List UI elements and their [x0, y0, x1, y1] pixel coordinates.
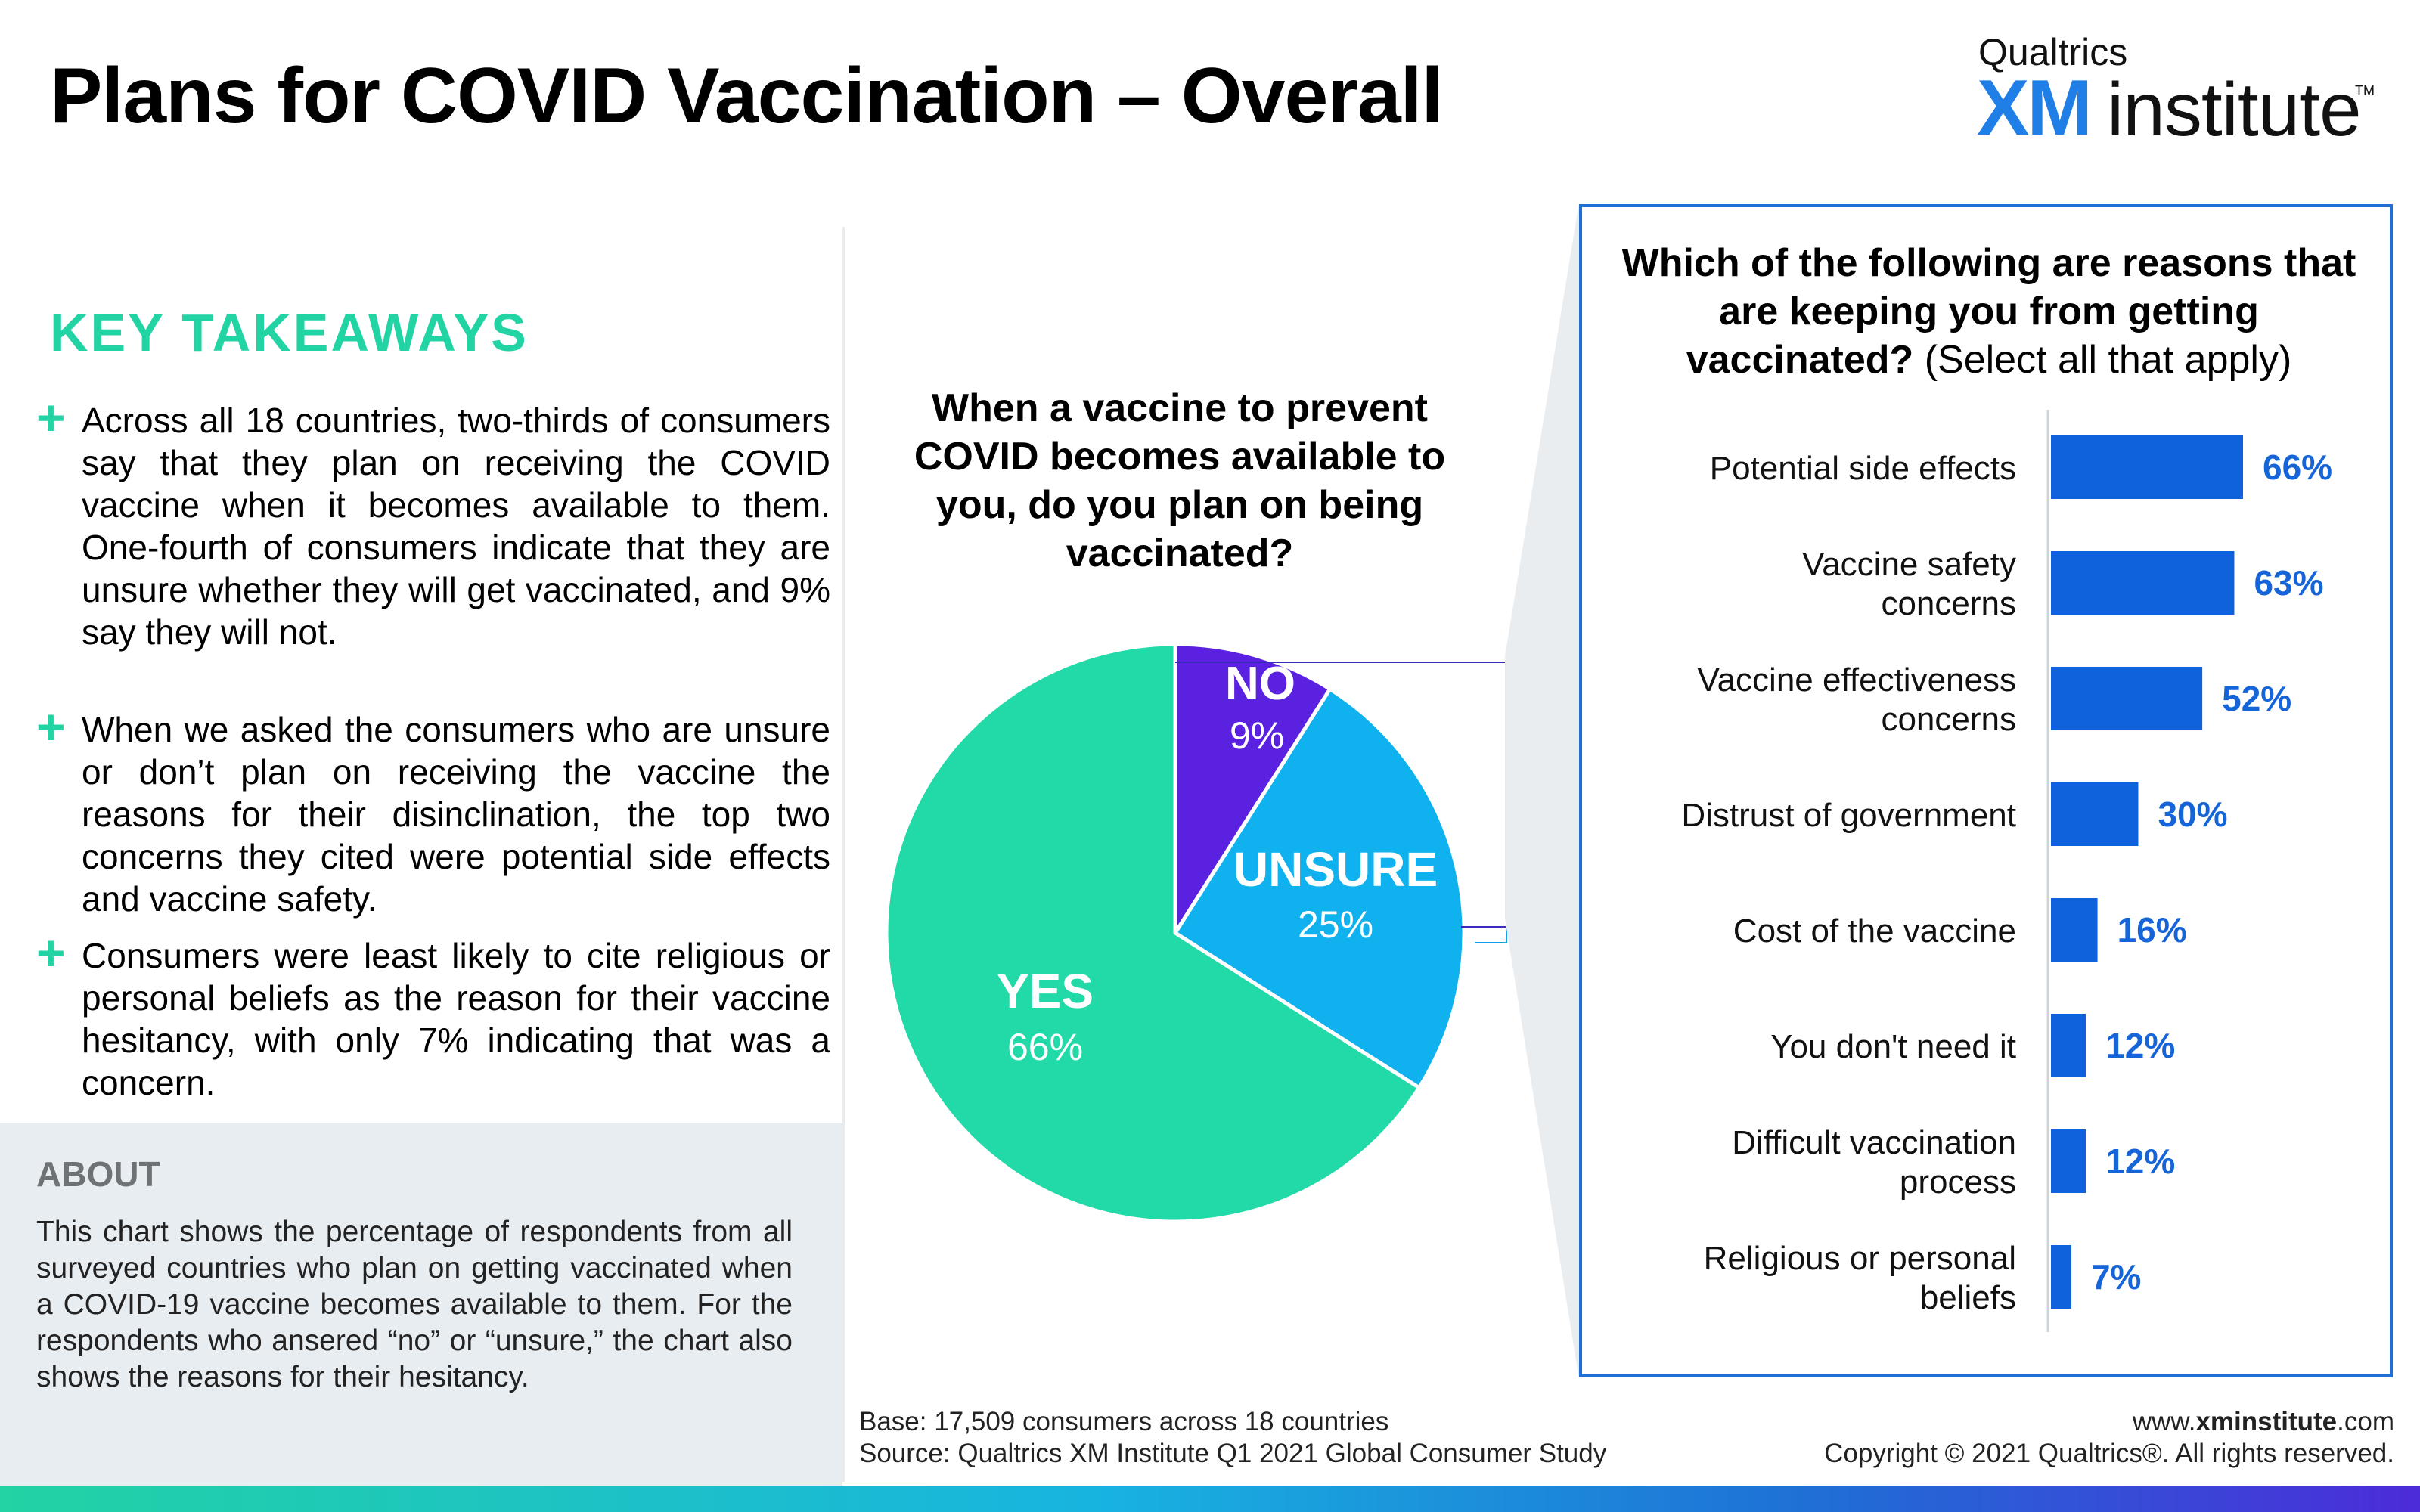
unsure-bracket-line [1475, 765, 1506, 943]
takeaway-text: When we asked the consumers who are unsure or don’t plan on receiving the vaccine the reasons for their disinclination, the top two concerns they cited were potential side effects and vaccine safety. [82, 710, 830, 919]
bar-question-note: (Select all that apply) [1913, 338, 2292, 382]
bar-4 [2051, 898, 2098, 962]
pie-value-yes: 66% [1007, 1026, 1084, 1068]
bar-category-label: Vaccine effectiveness [1697, 662, 2016, 699]
callout-wedge [1505, 203, 1579, 1379]
pie-chart-question: When a vaccine to prevent COVID becomes available to you, do you plan on being vaccinated? [914, 386, 1446, 575]
pie-value-no: 9% [1230, 714, 1285, 757]
pie-value-unsure: 25% [1297, 903, 1374, 946]
bar-value-label: 52% [2222, 679, 2292, 718]
plus-icon: + [36, 389, 66, 445]
website-link[interactable]: www.xminstitute.com [2132, 1407, 2394, 1436]
bar-3 [2051, 782, 2138, 846]
plus-icon: + [36, 925, 66, 981]
bar-value-label: 7% [2090, 1257, 2142, 1297]
bar-value-label: 66% [2263, 448, 2333, 487]
bar-value-label: 63% [2254, 563, 2324, 603]
bar-category-label: Potential side effects [1709, 450, 2016, 487]
bar-category-label: You don't need it [1770, 1028, 2016, 1065]
copyright-note [1824, 1406, 2394, 1470]
bar-question-bold: Which of the following are reasons that are keeping you from getting vaccinated? [1621, 241, 2356, 382]
source-note [859, 1406, 1606, 1470]
bar-value-label: 12% [2105, 1026, 2176, 1065]
bar-category-label: Difficult vaccination [1732, 1124, 2016, 1161]
bar-category-label: Religious or personal [1703, 1240, 2016, 1277]
pie-chart [870, 627, 1512, 1247]
plus-icon: + [36, 699, 66, 754]
bar-category-label: Vaccine safety [1802, 546, 2016, 583]
bar-5 [2051, 1014, 2086, 1077]
bar-category-label: beliefs [1919, 1279, 2016, 1316]
logo-brand: Qualtrics [1978, 31, 2128, 73]
bar-value-label: 16% [2117, 910, 2187, 950]
bar-category-label: concerns [1881, 585, 2016, 622]
key-takeaways-heading: KEY TAKEAWAYS [50, 303, 529, 362]
about-text: This chart shows the percentage of respondents from all surveyed countries who plan on getting vaccinated when a COVID-19 vaccine becomes available to them. For the respondents who ansered “no” or “unsure,” the chart also shows the reasons for their hesitancy. [36, 1216, 793, 1393]
takeaway-text: Consumers were least likely to cite religious or personal beliefs as the reason for their vaccine hesitancy, with only 7% indicating that was a concern. [82, 936, 830, 1102]
pie-label-yes: YES [996, 964, 1094, 1018]
column-divider [842, 227, 845, 1482]
about-panel [0, 1123, 842, 1486]
bar-category-label: Distrust of government [1681, 797, 2016, 834]
bar-6 [2051, 1129, 2086, 1193]
callout-connector [1505, 203, 1596, 1382]
copyright-text: Copyright © 2021 Qualtrics®. All rights reserved. [1824, 1439, 2394, 1468]
bottom-gradient-strip [0, 1486, 2420, 1512]
pie-label-no: NO [1225, 658, 1295, 710]
logo-xm: XM [1977, 64, 2090, 152]
bar-1 [2051, 551, 2234, 615]
bar-category-label: process [1899, 1163, 2016, 1201]
bar-value-label: 12% [2105, 1142, 2176, 1181]
logo-trademark: TM [2355, 83, 2375, 98]
bar-category-label: concerns [1881, 701, 2016, 738]
bar-category-label: Cost of the vaccine [1733, 912, 2016, 950]
bar-7 [2051, 1245, 2071, 1309]
pie-label-unsure: UNSURE [1233, 842, 1438, 897]
xm-institute-logo [1974, 30, 2382, 151]
source-text: Source: Qualtrics XM Institute Q1 2021 Global Consumer Study [859, 1439, 1607, 1468]
bar-0 [2051, 435, 2243, 499]
about-heading: ABOUT [36, 1154, 160, 1194]
page-title: Plans for COVID Vaccination – Overall [50, 52, 1443, 140]
logo-institute: institute [2107, 67, 2361, 152]
bar-2 [2051, 667, 2202, 730]
bar-value-label: 30% [2158, 795, 2228, 834]
bar-chart [1582, 207, 2390, 1374]
base-text: Base: 17,509 consumers across 18 countries [859, 1407, 1389, 1436]
takeaway-text: Across all 18 countries, two-thirds of consumers say that they plan on receiving the COVID vaccine when it becomes available to them. One-fourth of consumers indicate that they are unsure whether they will get vaccinated, and 9% say they will not. [82, 401, 830, 652]
